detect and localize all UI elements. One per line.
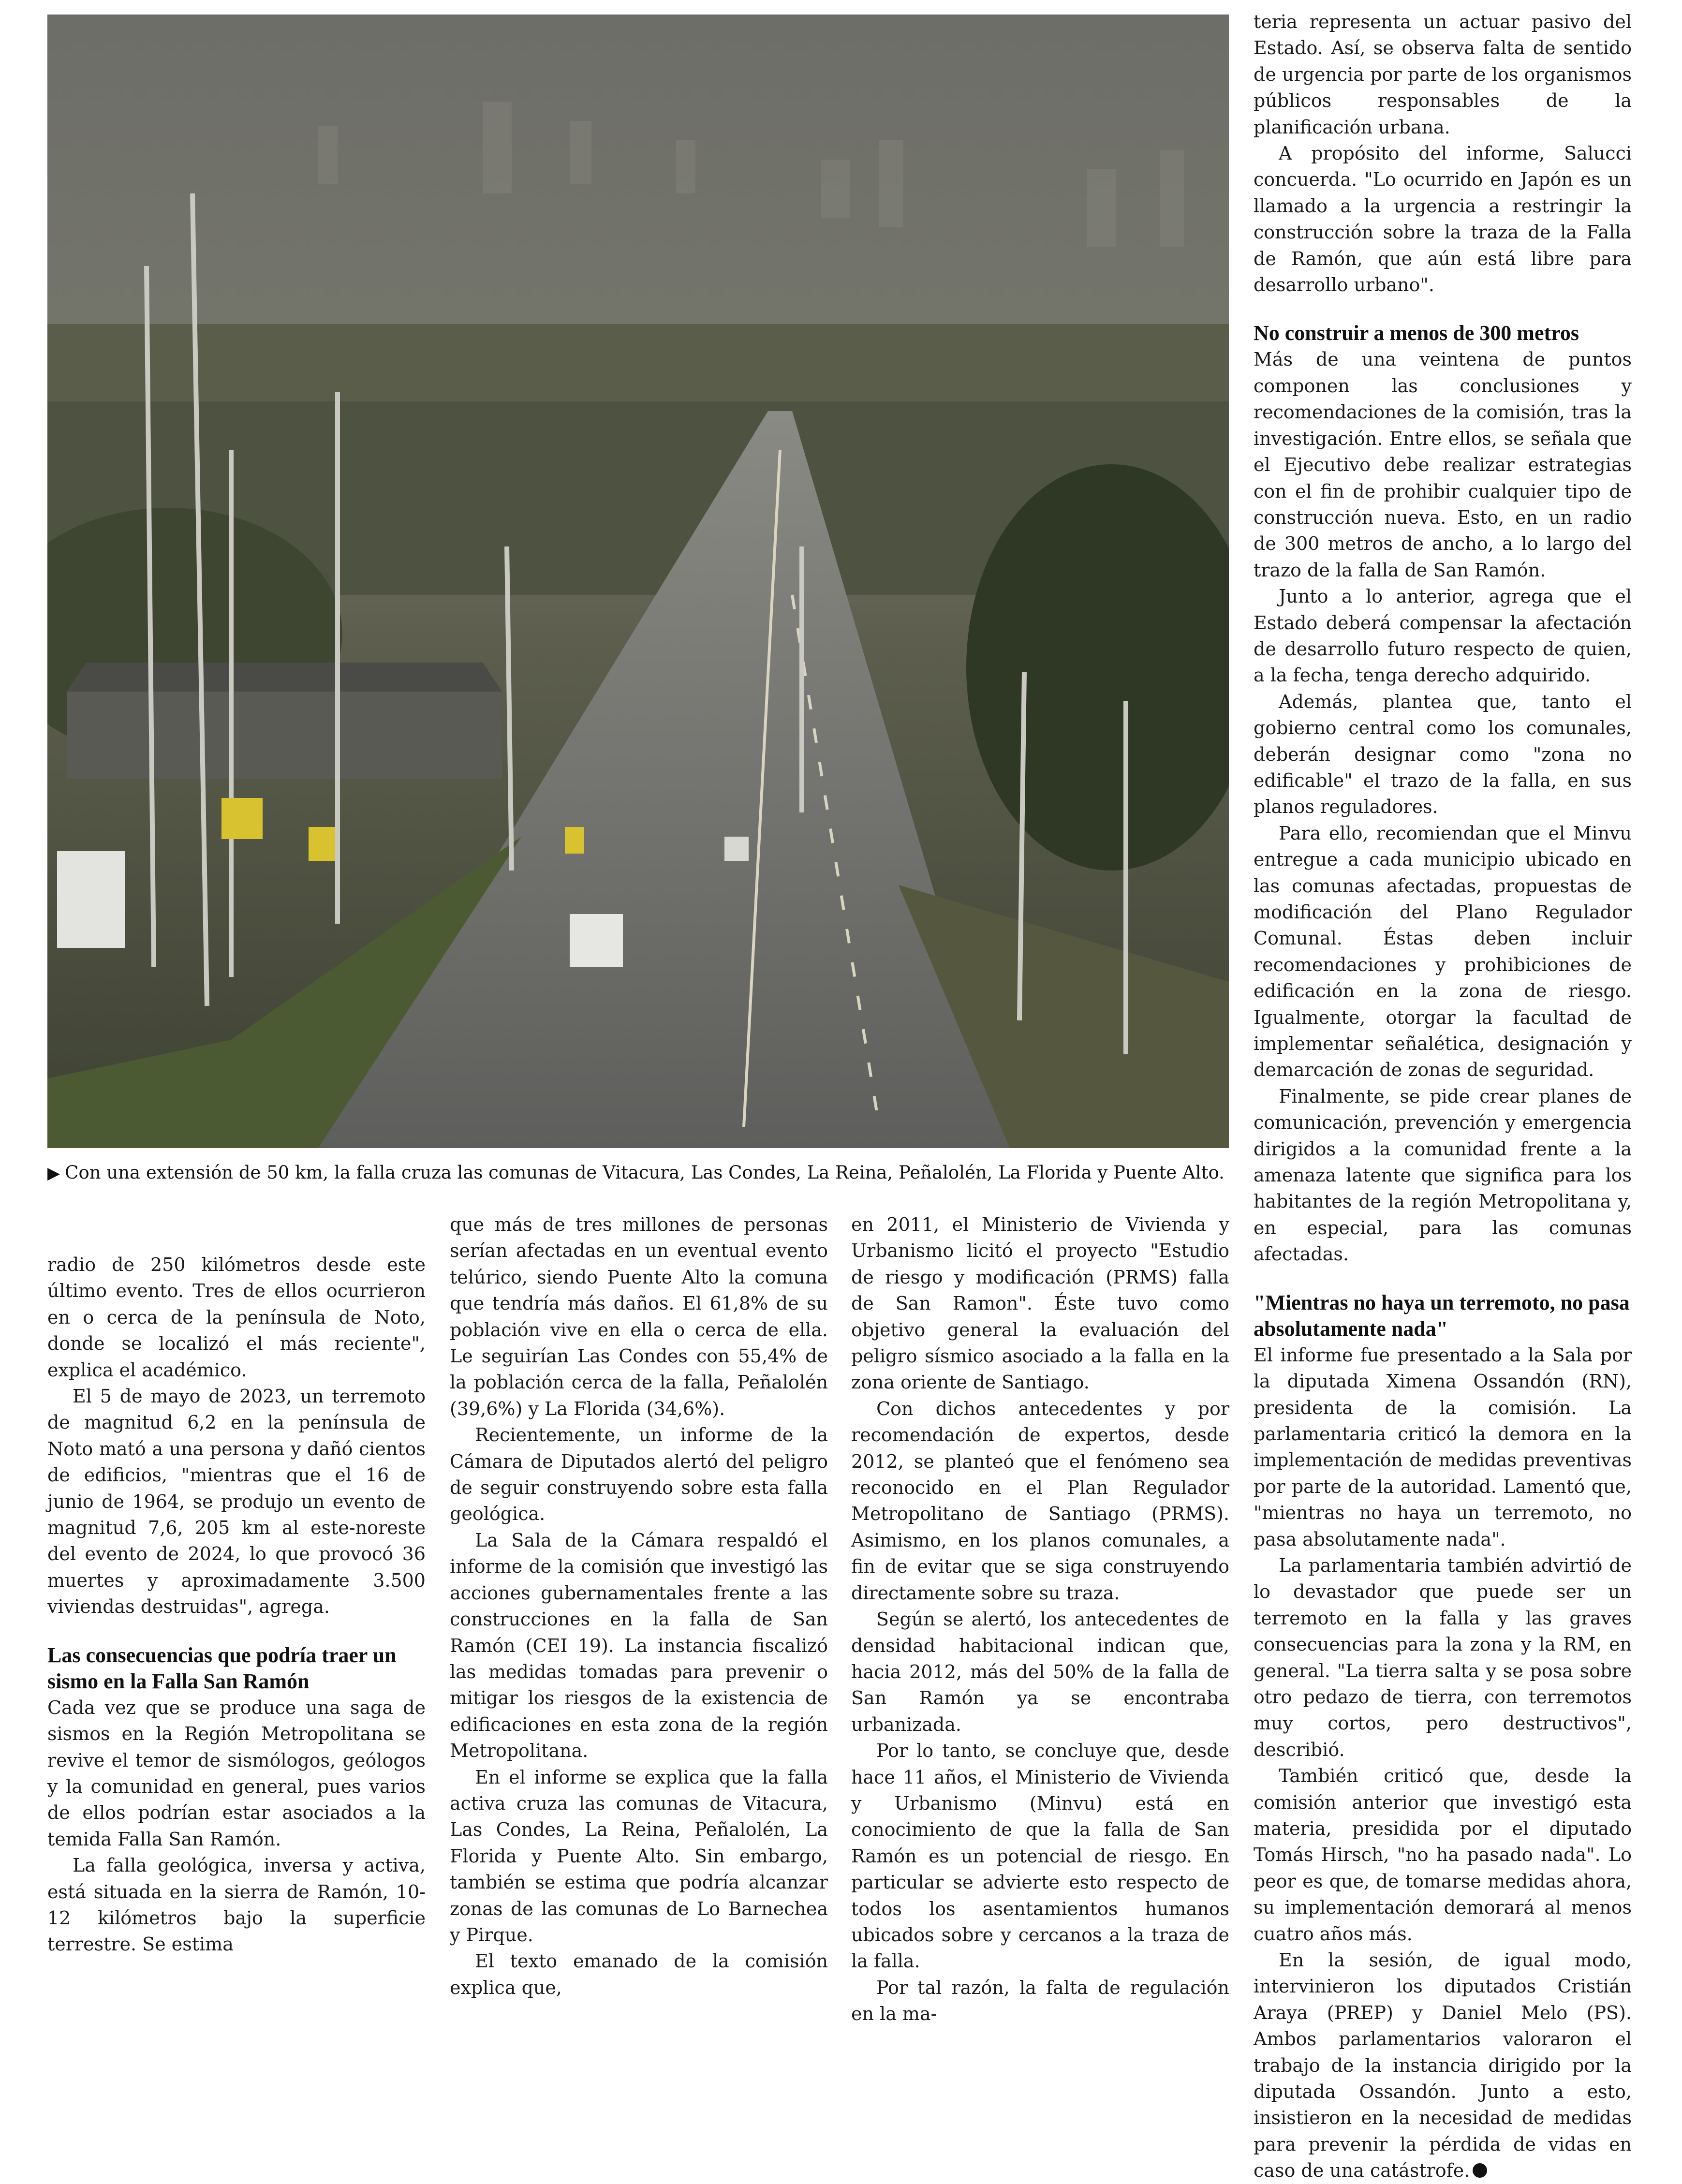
paragraph: La falla geológica, inversa y activa, está situada en la sierra de Ramón, 10-12 kilómetros bajo la superficie terrestre. Se estima: [47, 1855, 426, 1955]
paragraph: La Sala de la Cámara respaldó el informe de la comisión que investigó las acciones gubernamentales frente a las construcciones en la falla de San Ramón (CEI 19). La instancia fiscalizó las medidas tomadas para prevenir o mitigar los riesgos de la existencia de edificaciones en esta zona de la región Metropolitana.: [450, 1529, 828, 1762]
paragraph: Según se alertó, los antecedentes de densidad habitacional indican que, hacia 2012, más del 50% de la falla de San Ramón ya se encontraba urbanizada.: [851, 1608, 1229, 1735]
paragraph: Además, plantea que, tanto el gobierno central como los comunales, deberán designar como "zona no edificable" el trazo de la falla, en sus planos reguladores.: [1254, 691, 1632, 818]
news-photo: [47, 15, 1229, 1148]
paragraph: teria representa un actuar pasivo del Estado. Así, se observa falta de sentido de urgencia por parte de los organismos públicos responsables de la planificación urbana.: [1254, 11, 1632, 138]
paragraph: El informe fue presentado a la Sala por la diputada Ximena Ossandón (RN), presidenta de la comisión. La parlamentaria criticó la demora en la implementación de medidas preventivas por parte de la autoridad. Lamentó que, "mientras no haya un terremoto, no pasa absolutamente nada".: [1254, 1344, 1632, 1550]
section-heading: No construir a menos de 300 metros: [1254, 321, 1579, 345]
paragraph: Por tal razón, la falta de regulación en la ma-: [851, 1977, 1229, 2025]
paragraph: Junto a lo anterior, agrega que el Estado deberá compensar la afectación de desarrollo futuro respecto de quien, a la fecha, tenga derecho adquirido.: [1254, 586, 1632, 686]
photo-caption: [47, 1161, 1229, 1185]
paragraph: Finalmente, se pide crear planes de comunicación, prevención y emergencia dirigidos a la comunidad frente a la amenaza latente que significa para los habitantes de la región Metropolitana y, en especial, para las comunas afectadas.: [1254, 1085, 1632, 1265]
section-heading: Las consecuencias que podría traer un sismo en la Falla San Ramón: [47, 1643, 397, 1693]
paragraph: A propósito del informe, Salucci concuerda. "Lo ocurrido en Japón es un llamado a la urgencia a restringir la construcción sobre la traza de la Falla de Ramón, que aún está libre para desarrollo urbano".: [1254, 143, 1632, 296]
paragraph: Recientemente, un informe de la Cámara de Diputados alertó del peligro de seguir construyendo sobre esta falla geológica.: [450, 1424, 828, 1525]
paragraph: El 5 de mayo de 2023, un terremoto de magnitud 6,2 en la península de Noto mató a una persona y dañó cientos de edificios, "mientras que el 16 de junio de 1964, se produjo un evento de magnitud 7,6, 205 km al este-noreste del evento de 2024, lo que provocó 36 muertes y aproximadamente 3.500 viviendas destruidas", agrega.: [47, 1386, 426, 1618]
paragraph: La parlamentaria también advirtió de lo devastador que puede ser un terremoto en la falla y las graves consecuencias para la zona y la RM, en general. "La tierra salta y se posa sobre otro pedazo de tierra, con terremotos muy cortos, pero destructivos", describió.: [1254, 1554, 1632, 1760]
paragraph: en 2011, el Ministerio de Vivienda y Urbanismo licitó el proyecto "Estudio de riesgo y modificación (PRMS) falla de San Ramon". Éste tuvo como objetivo general la evaluación del peligro sísmico asociado a la falla en la zona oriente de Santiago.: [851, 1214, 1229, 1393]
street-photo-illustration: [47, 15, 1229, 1148]
article-column-2: [450, 1211, 828, 2001]
paragraph: También criticó que, desde la comisión anterior que investigó esta materia, presidida por el diputado Tomás Hirsch, "no ha pasado nada". Lo peor es que, de tomarse medidas ahora, su implementación demorará al menos cuatro años más.: [1254, 1765, 1632, 1945]
paragraph: que más de tres millones de personas serían afectadas en un eventual evento telúrico, siendo Puente Alto la comuna que tendría más daños. El 61,8% de su población vive en ella o cerca de ella. Le seguirían Las Condes con 55,4% de la población cerca de la falla, Peñalolén (39,6%) y La Florida (34,6%).: [450, 1214, 828, 1419]
paragraph: Con dichos antecedentes y por recomendación de expertos, desde 2012, se planteó que el fenómeno sea reconocido en el Plan Regulador Metropolitano de Santiago (PRMS). Asimismo, en los planos comunales, a fin de evitar que se siga construyendo directamente sobre su traza.: [851, 1398, 1229, 1604]
end-of-article-icon: [1473, 2163, 1487, 2178]
paragraph: [1254, 1947, 1632, 2184]
article-column-1: [47, 1252, 426, 1958]
paragraph: Por lo tanto, se concluye que, desde hace 11 años, el Ministerio de Vivienda y Urbanismo (Minvu) está en conocimiento de que la falla de San Ramón es un potencial de riesgo. En particular se advierte esto respecto de todos los asentamientos humanos ubicados sobre y cercanos a la traza de la falla.: [851, 1740, 1229, 1972]
paragraph: Más de una veintena de puntos componen las conclusiones y recomendaciones de la comisión, tras la investigación. Entre ellos, se señala que el Ejecutivo debe realizar estrategias con el fin de prohibir cualquier tipo de construcción nueva. Esto, en un radio de 300 metros de ancho, a lo largo del trazo de la falla de San Ramón.: [1254, 349, 1632, 581]
paragraph: El texto emanado de la comisión explica que,: [450, 1950, 828, 1998]
paragraph: radio de 250 kilómetros desde este último evento. Tres de ellos ocurrieron en o cerca de la península de Noto, donde se localizó el más reciente", explica el académico.: [47, 1254, 426, 1381]
section-heading: "Mientras no haya un terremoto, no pasa absolutamente nada": [1254, 1290, 1630, 1341]
paragraph: Para ello, recomiendan que el Minvu entregue a cada municipio ubicado en las comunas afectadas, propuestas de modificación del Plano Regulador Comunal. Éstas deben incluir recomendaciones y prohibiciones de edificación en la zona de riesgo. Igualmente, otorgar la facultad de implementar señalética, designación y demarcación de zonas de seguridad.: [1254, 822, 1632, 1081]
caption-arrow-icon: ▶: [47, 1164, 60, 1183]
paragraph: En el informe se explica que la falla activa cruza las comunas de Vitacura, Las Condes, La Reina, Peñalolén, La Florida y Puente Alto. Sin embargo, también se estima que podría alcanzar zonas de las comunas de Lo Barnechea y Pirque.: [450, 1766, 828, 1946]
paragraph: Cada vez que se produce una saga de sismos en la Región Metropolitana se revive el temor de sismólogos, geólogos y la comunidad en general, pues varios de ellos podrían estar asociados a la temida Falla San Ramón.: [47, 1697, 426, 1850]
paragraph-text: En la sesión, de igual modo, intervinieron los diputados Cristián Araya (PREP) y Daniel Melo (PS). Ambos parlamentarios valoraron el trabajo de la instancia dirigido por la diputada Ossandón. Junto a esto, insistieron en la necesidad de medidas para prevenir la pérdida de vidas en caso de una catástrofe.: [1254, 1949, 1632, 2182]
article-column-4: [1254, 9, 1632, 2184]
caption-text: Con una extensión de 50 km, la falla cruza las comunas de Vitacura, Las Condes, La Reina, Peñalolén, La Florida y Puente Alto.: [65, 1162, 1225, 1183]
